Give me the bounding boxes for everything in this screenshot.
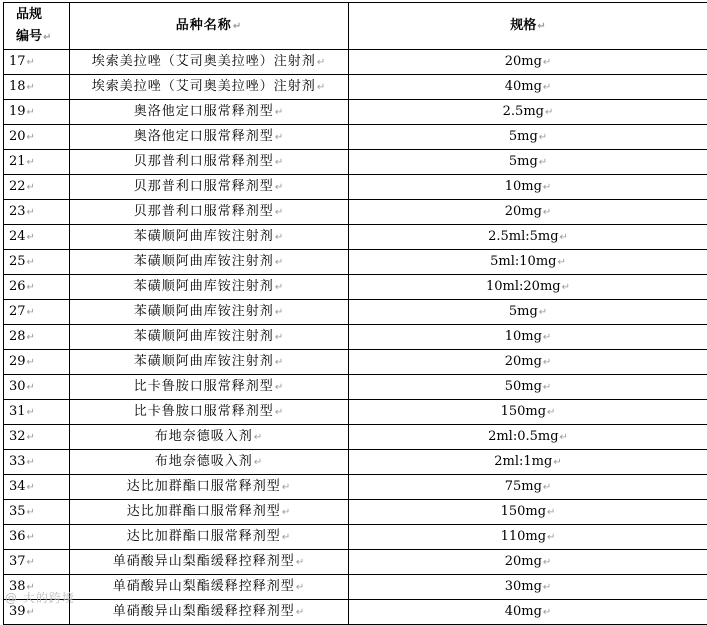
cell-id-text: 21: [9, 154, 26, 169]
paragraph-mark-icon: ↵: [27, 282, 35, 293]
cell-id: [4, 225, 70, 250]
cell-id: [4, 250, 70, 275]
cell-name-text: 比卡鲁胺口服常释剂型: [134, 379, 274, 394]
paragraph-mark-icon: ↵: [547, 507, 555, 518]
paragraph-mark-icon: ↵: [27, 407, 35, 418]
header-spec: [349, 3, 707, 50]
cell-id-text: 18: [9, 79, 26, 94]
cell-id: [4, 400, 70, 425]
cell-id: [4, 100, 70, 125]
header-id-line2: 编号: [16, 29, 42, 44]
cell-spec: [349, 375, 707, 400]
cell-spec-text: 20mg: [505, 354, 542, 369]
paragraph-mark-icon: ↵: [547, 407, 555, 418]
cell-name-text: 单硝酸异山梨酯缓释控释剂型: [113, 579, 295, 594]
paragraph-mark-icon: ↵: [27, 482, 35, 493]
table-row: [4, 75, 707, 100]
cell-spec: [349, 200, 707, 225]
cell-name: [70, 175, 349, 200]
header-name-label: 品种名称: [176, 18, 232, 33]
cell-id-text: 38: [9, 579, 26, 594]
cell-name-text: 苯磺顺阿曲库铵注射剂: [134, 304, 274, 319]
paragraph-mark-icon: ↵: [27, 82, 35, 93]
paragraph-mark-icon: ↵: [27, 232, 35, 243]
paragraph-mark-icon: ↵: [27, 457, 35, 468]
cell-id: [4, 350, 70, 375]
cell-id-text: 25: [9, 254, 26, 269]
paragraph-mark-icon: ↵: [275, 282, 284, 293]
cell-spec-text: 2ml:0.5mg: [488, 429, 558, 444]
cell-name: [70, 200, 349, 225]
table-row: [4, 550, 707, 575]
cell-spec-text: 10mg: [505, 179, 542, 194]
table-row: [4, 275, 707, 300]
paragraph-mark-icon: ↵: [275, 107, 284, 118]
cell-id-text: 36: [9, 529, 26, 544]
paragraph-mark-icon: ↵: [543, 582, 551, 593]
cell-name: [70, 250, 349, 275]
cell-name: [70, 550, 349, 575]
cell-spec-text: 2.5ml:5mg: [488, 229, 558, 244]
table-row: [4, 125, 707, 150]
paragraph-mark-icon: ↵: [537, 21, 545, 32]
cell-spec-text: 40mg: [505, 604, 542, 619]
paragraph-mark-icon: ↵: [557, 257, 565, 268]
cell-name-text: 埃索美拉唑（艾司奥美拉唑）注射剂: [92, 79, 316, 94]
cell-spec-text: 110mg: [501, 529, 546, 544]
cell-name-text: 布地奈德吸入剂: [155, 454, 253, 469]
cell-id-text: 24: [9, 229, 26, 244]
cell-spec-text: 5mg: [509, 304, 538, 319]
cell-id-text: 28: [9, 329, 26, 344]
paragraph-mark-icon: ↵: [296, 582, 305, 593]
cell-spec-text: 20mg: [505, 204, 542, 219]
cell-name: [70, 525, 349, 550]
cell-spec-text: 5mg: [509, 129, 538, 144]
cell-id: [4, 475, 70, 500]
header-name: [70, 3, 349, 50]
paragraph-mark-icon: ↵: [254, 432, 263, 443]
table-row: [4, 150, 707, 175]
table-row: [4, 300, 707, 325]
paragraph-mark-icon: ↵: [560, 232, 568, 243]
cell-id: [4, 325, 70, 350]
table-row: [4, 450, 707, 475]
cell-spec-text: 10mg: [505, 329, 542, 344]
cell-name: [70, 275, 349, 300]
cell-spec: [349, 275, 707, 300]
table-row: [4, 375, 707, 400]
cell-name-text: 贝那普利口服常释剂型: [134, 204, 274, 219]
cell-name-text: 苯磺顺阿曲库铵注射剂: [134, 279, 274, 294]
cell-spec: [349, 100, 707, 125]
cell-name: [70, 350, 349, 375]
cell-name: [70, 425, 349, 450]
cell-spec: [349, 550, 707, 575]
cell-name: [70, 600, 349, 625]
cell-name-text: 贝那普利口服常释剂型: [134, 179, 274, 194]
cell-name-text: 苯磺顺阿曲库铵注射剂: [134, 354, 274, 369]
cell-id: [4, 125, 70, 150]
cell-name: [70, 225, 349, 250]
paragraph-mark-icon: ↵: [27, 307, 35, 318]
cell-spec-text: 2ml:1mg: [494, 454, 552, 469]
cell-spec-text: 50mg: [505, 379, 542, 394]
cell-id: [4, 175, 70, 200]
cell-spec: [349, 575, 707, 600]
table-body: [4, 50, 707, 625]
paragraph-mark-icon: ↵: [539, 307, 547, 318]
paragraph-mark-icon: ↵: [539, 132, 547, 143]
paragraph-mark-icon: ↵: [275, 357, 284, 368]
cell-spec: [349, 325, 707, 350]
cell-spec: [349, 525, 707, 550]
paragraph-mark-icon: ↵: [543, 182, 551, 193]
cell-name-text: 比卡鲁胺口服常释剂型: [134, 404, 274, 419]
cell-spec-text: 5ml:10mg: [490, 254, 556, 269]
header-id-line1: 品规: [16, 7, 42, 22]
paragraph-mark-icon: ↵: [275, 407, 284, 418]
table-row: [4, 500, 707, 525]
paragraph-mark-icon: ↵: [27, 582, 35, 593]
paragraph-mark-icon: ↵: [547, 532, 555, 543]
cell-id-text: 39: [9, 604, 26, 619]
cell-id-text: 19: [9, 104, 26, 119]
cell-name: [70, 125, 349, 150]
paragraph-mark-icon: ↵: [27, 182, 35, 193]
cell-id-text: 35: [9, 504, 26, 519]
cell-name: [70, 150, 349, 175]
cell-id: [4, 550, 70, 575]
table-row: [4, 200, 707, 225]
cell-name: [70, 375, 349, 400]
cell-id-text: 17: [9, 54, 26, 69]
cell-name: [70, 50, 349, 75]
table-row: [4, 525, 707, 550]
cell-name-text: 苯磺顺阿曲库铵注射剂: [134, 329, 274, 344]
cell-spec-text: 2.5mg: [503, 104, 544, 119]
table-row: [4, 250, 707, 275]
cell-name-text: 苯磺顺阿曲库铵注射剂: [134, 229, 274, 244]
table-row: [4, 475, 707, 500]
cell-name-text: 达比加群酯口服常释剂型: [127, 504, 281, 519]
cell-spec: [349, 500, 707, 525]
paragraph-mark-icon: ↵: [560, 432, 568, 443]
paragraph-mark-icon: ↵: [275, 182, 284, 193]
cell-id: [4, 275, 70, 300]
paragraph-mark-icon: ↵: [562, 282, 570, 293]
paragraph-mark-icon: ↵: [543, 207, 551, 218]
cell-name-text: 达比加群酯口服常释剂型: [127, 529, 281, 544]
paragraph-mark-icon: ↵: [27, 357, 35, 368]
cell-spec: [349, 300, 707, 325]
table-row: [4, 400, 707, 425]
paragraph-mark-icon: ↵: [27, 507, 35, 518]
cell-id: [4, 300, 70, 325]
cell-spec: [349, 125, 707, 150]
cell-name: [70, 300, 349, 325]
cell-id-text: 33: [9, 454, 26, 469]
cell-spec-text: 150mg: [501, 404, 546, 419]
cell-name: [70, 450, 349, 475]
cell-id-text: 26: [9, 279, 26, 294]
cell-spec-text: 150mg: [501, 504, 546, 519]
paragraph-mark-icon: ↵: [543, 482, 551, 493]
cell-spec-text: 5mg: [509, 154, 538, 169]
cell-name-text: 埃索美拉唑（艾司奥美拉唑）注射剂: [92, 54, 316, 69]
cell-name: [70, 500, 349, 525]
cell-id-text: 34: [9, 479, 26, 494]
cell-id: [4, 450, 70, 475]
cell-name: [70, 325, 349, 350]
cell-spec: [349, 425, 707, 450]
cell-id: [4, 200, 70, 225]
cell-spec: [349, 150, 707, 175]
cell-id-text: 31: [9, 404, 26, 419]
paragraph-mark-icon: ↵: [275, 132, 284, 143]
paragraph-mark-icon: ↵: [275, 307, 284, 318]
paragraph-mark-icon: ↵: [543, 57, 551, 68]
cell-spec: [349, 250, 707, 275]
cell-name: [70, 400, 349, 425]
paragraph-mark-icon: ↵: [27, 332, 35, 343]
cell-name-text: 单硝酸异山梨酯缓释控释剂型: [113, 604, 295, 619]
table-row: [4, 325, 707, 350]
paragraph-mark-icon: ↵: [27, 132, 35, 143]
cell-name: [70, 75, 349, 100]
paragraph-mark-icon: ↵: [27, 157, 35, 168]
table-row: [4, 350, 707, 375]
paragraph-mark-icon: ↵: [27, 607, 35, 618]
paragraph-mark-icon: ↵: [553, 457, 561, 468]
cell-name-text: 奥洛他定口服常释剂型: [134, 129, 274, 144]
paragraph-mark-icon: ↵: [43, 32, 51, 43]
paragraph-mark-icon: ↵: [543, 82, 551, 93]
table-row: [4, 100, 707, 125]
cell-name: [70, 100, 349, 125]
cell-spec: [349, 600, 707, 625]
paragraph-mark-icon: ↵: [543, 332, 551, 343]
cell-spec: [349, 350, 707, 375]
cell-spec-text: 20mg: [505, 554, 542, 569]
paragraph-mark-icon: ↵: [254, 457, 263, 468]
cell-id-text: 32: [9, 429, 26, 444]
paragraph-mark-icon: ↵: [282, 482, 291, 493]
cell-spec: [349, 225, 707, 250]
table-row: [4, 575, 707, 600]
cell-name: [70, 475, 349, 500]
cell-id: [4, 500, 70, 525]
cell-id-text: 29: [9, 354, 26, 369]
paragraph-mark-icon: ↵: [27, 532, 35, 543]
paragraph-mark-icon: ↵: [275, 382, 284, 393]
paragraph-mark-icon: ↵: [27, 432, 35, 443]
cell-id-text: 27: [9, 304, 26, 319]
cell-id-text: 37: [9, 554, 26, 569]
cell-spec-text: 75mg: [505, 479, 542, 494]
paragraph-mark-icon: ↵: [296, 557, 305, 568]
cell-name-text: 达比加群酯口服常释剂型: [127, 479, 281, 494]
paragraph-mark-icon: ↵: [317, 57, 326, 68]
cell-spec: [349, 50, 707, 75]
paragraph-mark-icon: ↵: [27, 557, 35, 568]
drug-spec-table: [3, 2, 707, 625]
paragraph-mark-icon: ↵: [539, 157, 547, 168]
cell-spec: [349, 450, 707, 475]
cell-id-text: 20: [9, 129, 26, 144]
cell-name-text: 单硝酸异山梨酯缓释控释剂型: [113, 554, 295, 569]
cell-id: [4, 150, 70, 175]
header-id: [4, 3, 70, 50]
table-row: [4, 600, 707, 625]
paragraph-mark-icon: ↵: [275, 232, 284, 243]
watermark: @ 大的跨境: [5, 589, 75, 606]
paragraph-mark-icon: ↵: [317, 82, 326, 93]
cell-id: [4, 375, 70, 400]
paragraph-mark-icon: ↵: [27, 257, 35, 268]
cell-id: [4, 50, 70, 75]
cell-id: [4, 425, 70, 450]
cell-spec-text: 30mg: [505, 579, 542, 594]
table-header-row: [4, 3, 707, 50]
cell-id-text: 22: [9, 179, 26, 194]
cell-spec-text: 40mg: [505, 79, 542, 94]
table-row: [4, 425, 707, 450]
header-spec-label: 规格: [510, 18, 536, 33]
paragraph-mark-icon: ↵: [275, 207, 284, 218]
paragraph-mark-icon: ↵: [545, 107, 553, 118]
paragraph-mark-icon: ↵: [233, 21, 242, 32]
paragraph-mark-icon: ↵: [543, 557, 551, 568]
paragraph-mark-icon: ↵: [27, 57, 35, 68]
cell-id-text: 30: [9, 379, 26, 394]
cell-name: [70, 575, 349, 600]
cell-id: [4, 75, 70, 100]
paragraph-mark-icon: ↵: [27, 207, 35, 218]
cell-spec: [349, 475, 707, 500]
cell-name-text: 贝那普利口服常释剂型: [134, 154, 274, 169]
paragraph-mark-icon: ↵: [543, 607, 551, 618]
cell-id-text: 23: [9, 204, 26, 219]
paragraph-mark-icon: ↵: [275, 332, 284, 343]
table-row: [4, 225, 707, 250]
paragraph-mark-icon: ↵: [296, 607, 305, 618]
paragraph-mark-icon: ↵: [543, 357, 551, 368]
cell-name-text: 布地奈德吸入剂: [155, 429, 253, 444]
cell-spec: [349, 400, 707, 425]
cell-id: [4, 525, 70, 550]
cell-name-text: 苯磺顺阿曲库铵注射剂: [134, 254, 274, 269]
paragraph-mark-icon: ↵: [543, 382, 551, 393]
table-row: [4, 175, 707, 200]
paragraph-mark-icon: ↵: [275, 157, 284, 168]
cell-spec-text: 10ml:20mg: [486, 279, 561, 294]
cell-spec-text: 20mg: [505, 54, 542, 69]
paragraph-mark-icon: ↵: [282, 507, 291, 518]
cell-name-text: 奥洛他定口服常释剂型: [134, 104, 274, 119]
cell-spec: [349, 175, 707, 200]
cell-spec: [349, 75, 707, 100]
paragraph-mark-icon: ↵: [282, 532, 291, 543]
table-row: [4, 50, 707, 75]
paragraph-mark-icon: ↵: [275, 257, 284, 268]
paragraph-mark-icon: ↵: [27, 382, 35, 393]
paragraph-mark-icon: ↵: [27, 107, 35, 118]
